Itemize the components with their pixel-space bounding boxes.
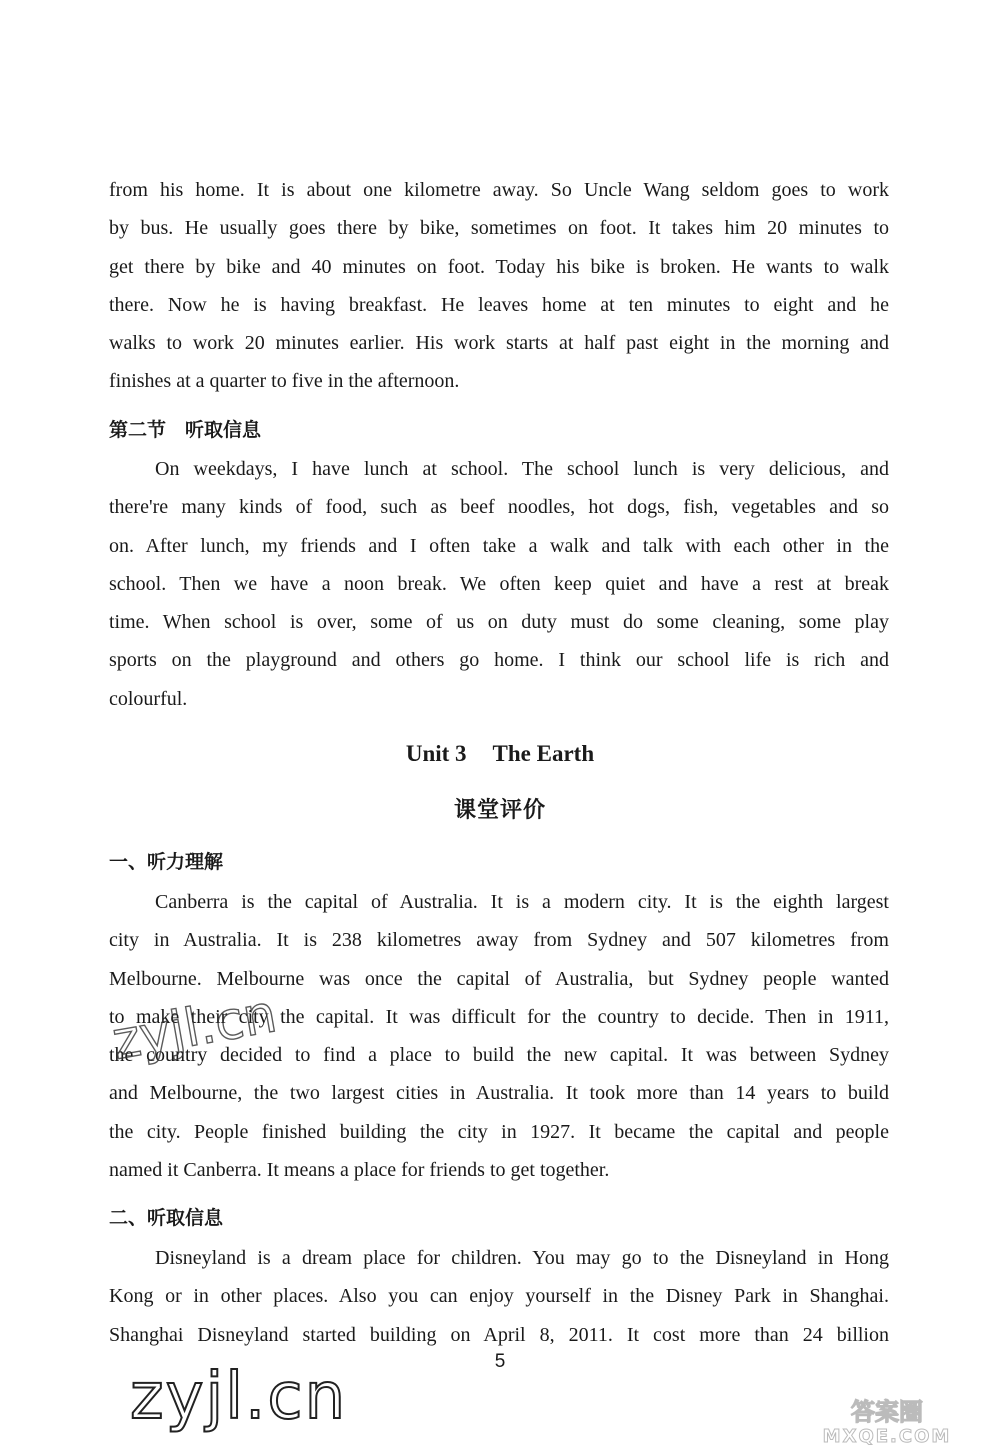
text-line: Kong or in other places. Also you can enjoy yourself in the Disney Park in Shanghai. [109, 1285, 889, 1308]
page-number: 5 [494, 1351, 506, 1372]
text-line: there. Now he is having breakfast. He leaves home at ten minutes to eight and he [109, 293, 889, 316]
text-line: there're many kinds of food, such as beef noodles, hot dogs, fish, vegetables and so [109, 496, 889, 519]
text-line: to make their city the capital. It was difficult for the country to decide. Then in 1911, [109, 1005, 889, 1028]
text-line: On weekdays, I have lunch at school. The school lunch is very delicious, and [155, 458, 889, 480]
text-line: school. Then we have a noon break. We often keep quiet and have a rest at break [109, 572, 889, 595]
text-line: colourful. [109, 687, 188, 710]
text-line: named it Canberra. It means a place for friends to get together. [109, 1159, 610, 1182]
text-line: city in Australia. It is 238 kilometres away from Sydney and 507 kilometres from [109, 929, 889, 952]
text-line: by bus. He usually goes there by bike, sometimes on foot. It takes him 20 minutes to [109, 217, 889, 240]
watermark-left-logo: zyjl.cn [130, 1360, 348, 1434]
watermark-right-top: 答案圈 [851, 1398, 923, 1426]
text-line: the city. People finished building the city in 1927. It became the capital and people [109, 1120, 889, 1143]
text-line: Canberra is the capital of Australia. It is a modern city. It is the eighth largest [155, 891, 889, 913]
section-heading-listening: 一、听力理解 [109, 851, 224, 873]
unit-title [0, 741, 1000, 767]
text-line: Melbourne. Melbourne was once the capital of Australia, but Sydney people wanted [109, 967, 889, 990]
text-line: walks to work 20 minutes earlier. His work starts at half past eight in the morning and [109, 332, 889, 355]
text-line: time. When school is over, some of us on duty must do some cleaning, some play [109, 611, 889, 634]
passage-school-lunch [109, 450, 889, 718]
text-line: Disneyland is a dream place for children. You may go to the Disneyland in Hong [155, 1247, 889, 1269]
text-line: on. After lunch, my friends and I often take a walk and talk with each other in the [109, 534, 889, 557]
passage-disneyland [109, 1239, 889, 1354]
watermark-middle: zyjl.cn [108, 984, 282, 1072]
text-line: the country decided to find a place to build the new capital. It was between Sydney [109, 1044, 889, 1067]
text-line: and Melbourne, the two largest cities in Australia. It took more than 14 years to build [109, 1082, 889, 1105]
unit-subtitle: 课堂评价 [453, 798, 546, 823]
watermark-right-bottom: MXQE.COM [822, 1426, 952, 1446]
text-line: sports on the playground and others go home. I think our school life is rich and [109, 649, 889, 672]
text-line: get there by bike and 40 minutes on foot. Today his bike is broken. He wants to walk [109, 255, 889, 278]
text-line: Shanghai Disneyland started building on April 8, 2011. It cost more than 24 billion [109, 1323, 889, 1346]
section-heading-info: 二、听取信息 [109, 1207, 224, 1229]
unit-label: Unit 3 [405, 741, 467, 766]
text-line: finishes at a quarter to five in the afternoon. [109, 370, 460, 393]
watermark-right-logo [782, 1396, 992, 1446]
unit-name: The Earth [492, 741, 595, 766]
text-line: from his home. It is about one kilometre away. So Uncle Wang seldom goes to work [109, 179, 889, 201]
section-heading-part2: 第二节 听取信息 [109, 419, 262, 441]
passage-uncle-wang [109, 171, 889, 401]
